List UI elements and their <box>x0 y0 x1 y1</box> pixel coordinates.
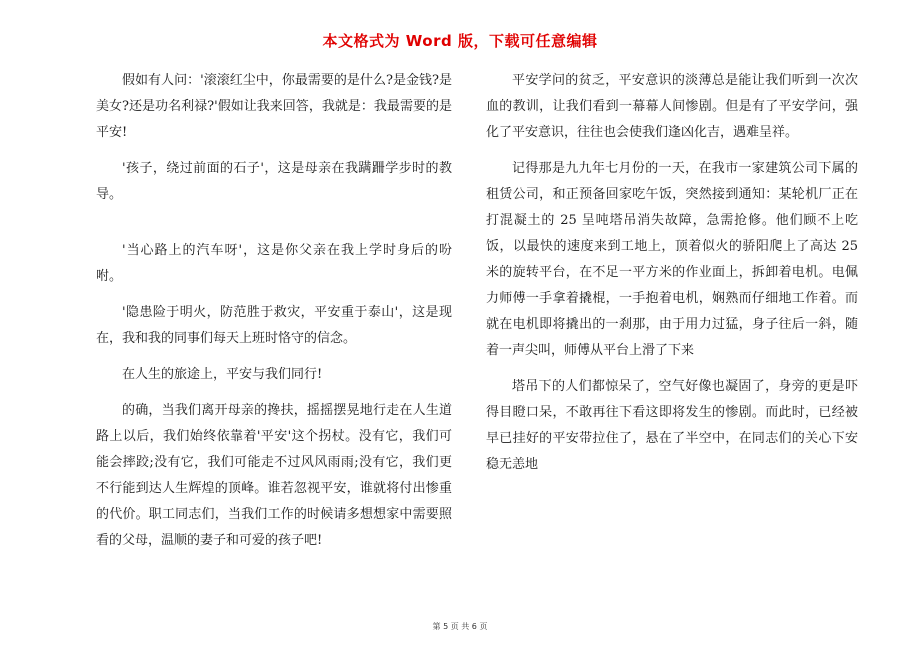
right-paragraph-1: 平安学问的贫乏，平安意识的淡薄总是能让我们听到一次次血的教训，让我们看到一幕幕人间惨剧。但是有了平安学问，强化了平安意识，往往也会使我们逢凶化吉，遇难呈祥。 <box>486 73 858 140</box>
left-paragraph-1: 假如有人问：'滚滚红尘中，你最需要的是什么?是金钱?是美女?还是功名利禄?'假如让我来回答，我就是：我最需要的是平安! <box>96 73 452 140</box>
left-column <box>96 68 452 564</box>
left-paragraph-6: 的确，当我们离开母亲的搀扶，摇摇摆晃地行走在人生道路上以后，我们始终依靠着'平安'这个拐杖。没有它，我们可能会摔跤;没有它，我们可能走不过风风雨雨;没有它，我们更不行能到达人生辉煌的顶峰。谁若忽视平安，谁就将付出惨重的代价。职工同志们，当我们工作的时候请多想想家中需要照看的父母，温顺的妻子和可爱的孩子吧! <box>96 403 452 548</box>
document-banner: 本文格式为 Word 版，下载可任意编辑 <box>322 32 598 50</box>
paragraph-spacer <box>96 218 452 238</box>
page-number: 第 5 页 共 6 页 <box>432 622 488 631</box>
left-paragraph-3: '当心路上的汽车呀'，这是你父亲在我上学时身后的吩咐。 <box>96 243 452 284</box>
right-paragraph-3: 塔吊下的人们都惊呆了，空气好像也凝固了，身旁的更是吓得目瞪口呆，不敢再往下看这即将发生的惨剧。而此时，已经被早已挂好的平安带拉住了，悬在了半空中，在同志们的关心下安稳无恙地 <box>486 379 858 472</box>
right-column <box>486 68 858 488</box>
left-paragraph-4: '隐患险于明火，防范胜于救灾，平安重于泰山'，这是现在，我和我的同事们每天上班时恪守的信念。 <box>96 305 452 346</box>
left-paragraph-2: '孩子，绕过前面的石子'，这是母亲在我蹒跚学步时的教导。 <box>96 161 452 202</box>
left-paragraph-5: 在人生的旅途上，平安与我们同行! <box>122 367 323 382</box>
right-paragraph-2: 记得那是九九年七月份的一天，在我市一家建筑公司下属的租赁公司，和正预备回家吃午饭，突然接到通知：某轮机厂正在打混凝土的 25 呈吨塔吊消失故障，急需抢修。他们顾不上吃饭，以最快的速度来到工地上，顶着似火的骄阳爬上了高达 25 米的旋转平台，在不足一平方米的作业面上，拆卸着电机。电佩力师傅一手拿着撬棍，一手抱着电机，娴熟而仔细地工作着。而就在电机即将撬出的一刹那，由于用力过猛，身子往后一斜，随着一声尖叫，师傅从平台上滑了下来 <box>486 161 858 358</box>
